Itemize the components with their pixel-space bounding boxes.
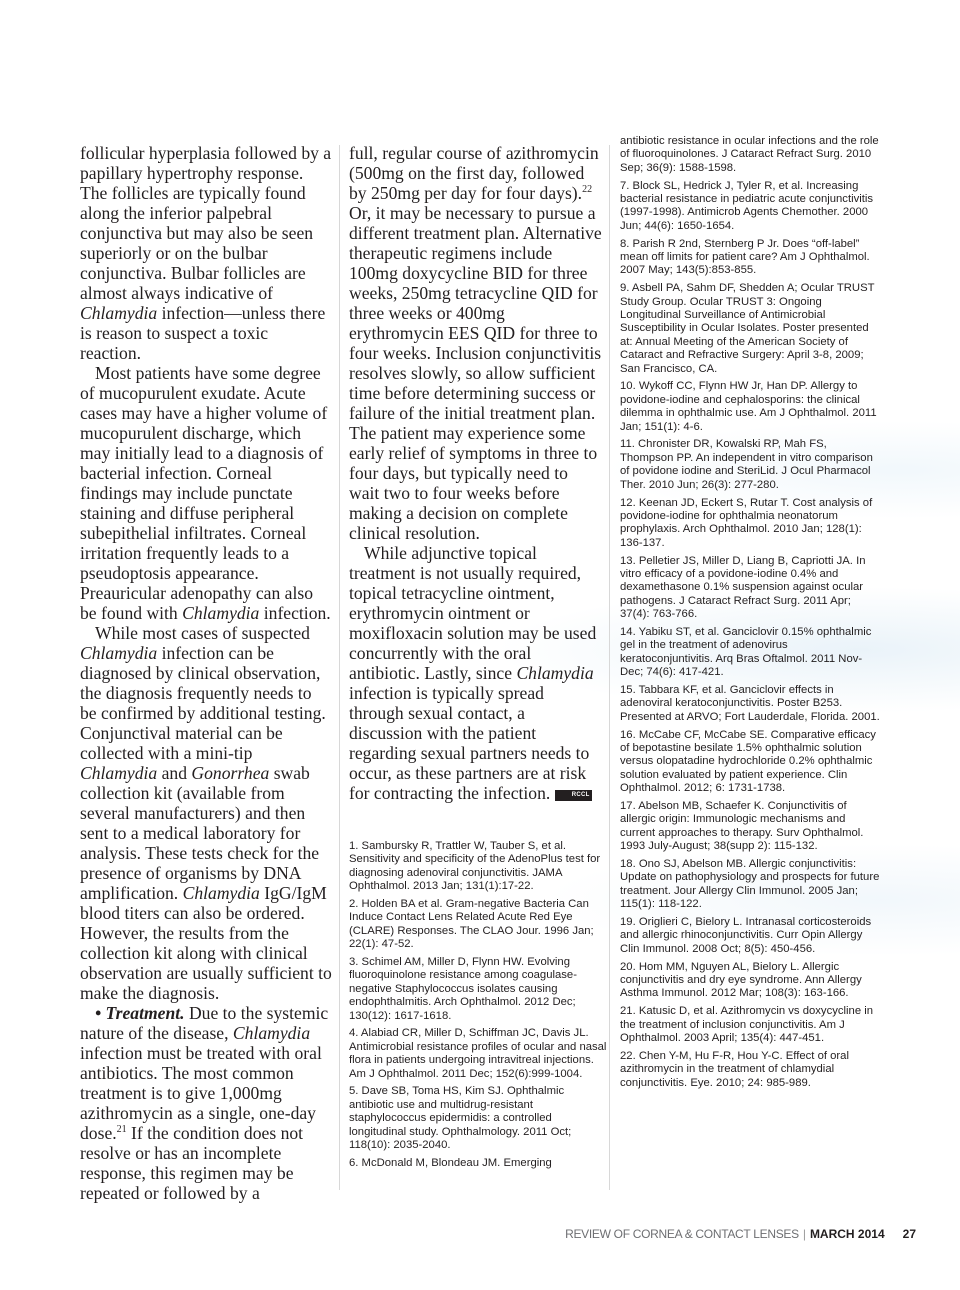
body-column-2 <box>349 143 602 803</box>
reference-item: 22. Chen Y-M, Hu F-R, Hou Y-C. Effect of oral azithromycin in the treatment of chlamydial conjunctivitis. Eye. 2010; 24: 985-989. <box>620 1049 849 1089</box>
reference-item: 5. Dave SB, Toma HS, Kim SJ. Ophthalmic antibiotic use and multidrug-resistant staphylococcus epidermidis: a controlled longitudinal study. Ophthalmology. 2011 Oct; 118(10): 2035-2040. <box>349 1085 572 1152</box>
reference-item: 4. Alabiad CR, Miller D, Schiffman JC, Davis JL. Antimicrobial resistance profiles of ocular and nasal flora in patients undergoing intravitreal injections. Am J Ophthalmol. 2011 Dec; 152(6):999-1004. <box>349 1027 607 1080</box>
citation-superscript: 21 <box>116 1124 127 1135</box>
reference-item: 14. Yabiku ST, et al. Ganciclovir 0.15% ophthalmic gel in the treatment of adenovirus keratoconjuntivitis. Arq Bras Oftalmol. 2011 Nov-Dec; 74(6): 417-421. <box>620 625 872 679</box>
paragraph: • Treatment. Due to the systemic nature of the disease, Chlamydia infection must be treated with oral antibiotics. The most common treatment is to give 1,000mg azithromycin as a single, one-day dose.$^{21}$ If the condition does not resolve or has an incomplete response, this regimen may be repeated or followed by a <box>80 1003 329 1203</box>
reference-item: 8. Parish R 2nd, Sternberg P Jr. Does “off-label” mean off limits for patient care? Am J Ophthalmol. 2007 May; 143(5):853-855. <box>620 237 870 277</box>
references-column-3 <box>620 135 880 1094</box>
reference-item: 12. Keenan JD, Eckert S, Rutar T. Cost analysis of povidone-iodine for ophthalmia neonatorum prophylaxis. Arch Ophthalmol. 2010 Jan; 128(1): 136-137. <box>620 496 873 549</box>
italic-term: Chlamydia <box>80 303 158 323</box>
italic-term: Chlamydia <box>232 1023 311 1043</box>
section-heading: • Treatment. <box>95 1003 185 1023</box>
end-mark-logo: RCCL <box>555 790 592 801</box>
reference-item: 16. McCabe CF, McCabe SE. Comparative efficacy of bepotastine besilate 1.5% ophthalmic solution versus olopatadine hydrochloride 0.2% ophthalmic solution evaluated by patient experience. Clin Ophthalmol. 2012; 6: 1731-1738. <box>620 728 876 795</box>
page-footer <box>0 1227 916 1241</box>
reference-item: 6. McDonald M, Blondeau JM. Emerging <box>349 1156 552 1169</box>
reference-item: 15. Tabbara KF, et al. Ganciclovir effects in adenoviral keratoconjunctivitis. Poster B253. Presented at ARVO; Fort Lauderdale, Florida. 2001. <box>620 683 880 723</box>
italic-term: Chlamydia <box>80 643 158 663</box>
reference-item: antibiotic resistance in ocular infections and the role of fluoroquinolones. J Cataract Refract Surg. 2010 Sep; 36(9): 1588-1598. <box>620 135 879 174</box>
citation-superscript: 22 <box>582 184 593 195</box>
paragraph: While adjunctive topical treatment is not usually required, topical tetracycline ointment, erythromycin ointment or moxifloxacin solution may be used concurrently with the oral antibiotic. Lastly, since Chlamydia infection is typically spread through sexual contact, a discussion with the patient regarding sexual partners needs to occur, as these partners are at risk for contracting the infection. RCCL <box>349 543 597 803</box>
reference-item: 10. Wykoff CC, Flynn HW Jr, Han DP. Allergy to povidone-iodine and cephalosporins: the clinical dilemma in ophthalmic use. Am J Ophthalmol. 2011 Jan; 151(1): 4-6. <box>620 380 877 433</box>
reference-item: 13. Pelletier JS, Miller D, Liang B, Capriotti JA. In vitro efficacy of a povidone-iodine 0.4% and dexamethasone 0.1% suspension against ocular pathogens. J Cataract Refract Surg. 2011 Apr; 37(4): 763-766. <box>620 554 866 621</box>
reference-item: 19. Origlieri C, Bielory L. Intranasal corticosteroids and allergic rhinoconjunctivitis. Curr Opin Allergy Clin Immunol. 2008 Oct; 8(5): 450-456. <box>620 916 872 955</box>
paragraph: While most cases of suspected Chlamydia infection can be diagnosed by clinical observation, the diagnosis frequently needs to be confirmed by additional testing. Conjunctival material can be collected with a mini-tip Chlamydia and Gonorrhea swab collection kit (available from several manufacturers) and then sent to a medical laboratory for analysis. These tests check for the presence of organisms by DNA amplification. Chlamydia IgG/IgM blood titers can also be ordered. However, the results from the collection kit along with clinical observation are usually sufficient to make the diagnosis. <box>80 623 332 1003</box>
reference-item: 3. Schimel AM, Miller D, Flynn HW. Evolving fluoroquinolone resistance among coagulase-negative Staphylococcus isolates causing endophthalmitis. Arch Ophthalmol. 2012 Dec; 130(12): 1617-1618. <box>349 956 577 1022</box>
reference-item: 1. Sambursky R, Trattler W, Tauber S, et al. Sensitivity and specificity of the AdenoPlus test for diagnosing adenoviral conjunctivitis. JAMA Ophthalmol. 2013 Jan; 131(1):17-22. <box>349 840 601 893</box>
reference-item: 17. Abelson MB, Schaefer K. Conjunctivitis of allergic origin: Immunologic mechanisms and current approaches to therapy. Surv Ophthalmol. 1993 July-August; 38(supp 2): 115-132. <box>620 799 864 853</box>
column-divider <box>339 145 340 1190</box>
reference-item: 9. Asbell PA, Sahm DF, Shedden A; Ocular TRUST Study Group. Ocular TRUST 3: Ongoing Longitudinal Surveillance of Antimicrobial Susceptibility in Ocular Isolates. Poster presented at: Annual Meeting of the American Society of Cataract and Refractive Surgery: April 3-8, 2009; San Francisco, CA. <box>620 282 875 375</box>
reference-item: 21. Katusic D, et al. Azithromycin vs doxycycline in the treatment of inclusion conjunctivitis. Am J Ophthalmol. 2003 April; 135(4): 447-451. <box>620 1005 874 1045</box>
footer-separator: | <box>802 1227 806 1241</box>
page-number: 27 <box>902 1227 916 1241</box>
italic-term: Gonorrhea <box>191 763 270 783</box>
italic-term: Chlamydia <box>80 763 158 783</box>
paragraph: Most patients have some degree of mucopurulent exudate. Acute cases may have a higher volume of mucopurulent discharge, which may initially lead to a diagnosis of bacterial infection. Corneal findings may include punctate staining and diffuse peripheral subepithelial infiltrates. Corneal irritation frequently leads to a pseudoptosis appearance. Preauricular adenopathy can also be found with Chlamydia infection. <box>80 363 331 623</box>
publication-name: REVIEW OF CORNEA & CONTACT LENSES <box>565 1227 799 1241</box>
issue-date: MARCH 2014 <box>809 1227 885 1241</box>
italic-term: Chlamydia <box>182 883 260 903</box>
column-divider <box>609 145 610 1190</box>
reference-item: 18. Ono SJ, Abelson MB. Allergic conjunctivitis: Update on pathophysiology and prospects for future treatment. Jour Allergy Clin Immunol. 2005 Jan; 115(1): 118-122. <box>620 858 880 911</box>
reference-item: 2. Holden BA et al. Gram-negative Bacteria Can Induce Contact Lens Related Acute Red Eye (CLARE) Responses. The CLAO Jour. 1996 Jan; 22(1): 47-52. <box>349 898 594 951</box>
reference-item: 20. Hom MM, Nguyen AL, Bielory L. Allergic conjunctivitis and dry eye syndrome. Ann Allergy Asthma Immunol. 2012 Mar; 108(3): 163-166. <box>620 960 862 1000</box>
reference-item: 7. Block SL, Hedrick J, Tyler R, et al. Increasing bacterial resistance in pediatric acute conjunctivitis (1997-1998). Antimicrob Agents Chemother. 2000 Jun; 44(6): 1650-1654. <box>620 179 874 232</box>
reference-item: 11. Chronister DR, Kowalski RP, Mah FS, Thompson PP. An independent in vitro comparison of povidone iodine and SteriLid. J Ocul Pharmacol Ther. 2010 Jun; 26(3): 277-280. <box>620 438 873 491</box>
italic-term: Chlamydia <box>182 603 260 623</box>
references-column-2 <box>349 840 607 1175</box>
paragraph: follicular hyperplasia followed by a papillary hypertrophy response. The follicles are typically found along the inferior palpebral conjunctiva but may also be seen superiorly or on the bulbar conjunctiva. Bulbar follicles are almost always indicative of Chlamydia infection—unless there is reason to suspect a toxic reaction. <box>80 143 332 363</box>
paragraph: full, regular course of azithromycin (500mg on the first day, followed by 250mg per day for four days).$^{22}$ Or, it may be necessary to pursue a different treatment plan. Alternative therapeutic regimens include 100mg doxycycline BID for three weeks, 250mg tetracycline QID for three weeks or 400mg erythromycin EES QID for three to four weeks. Inclusion conjunctivitis resolves slowly, so allow sufficient time before determining success or failure of the initial treatment plan. The patient may experience some early relief of symptoms in three to four days, but typically need to wait two to four weeks before making a decision on complete clinical resolution. <box>349 143 602 543</box>
italic-term: Chlamydia <box>516 663 594 683</box>
body-column-1 <box>80 143 332 1203</box>
